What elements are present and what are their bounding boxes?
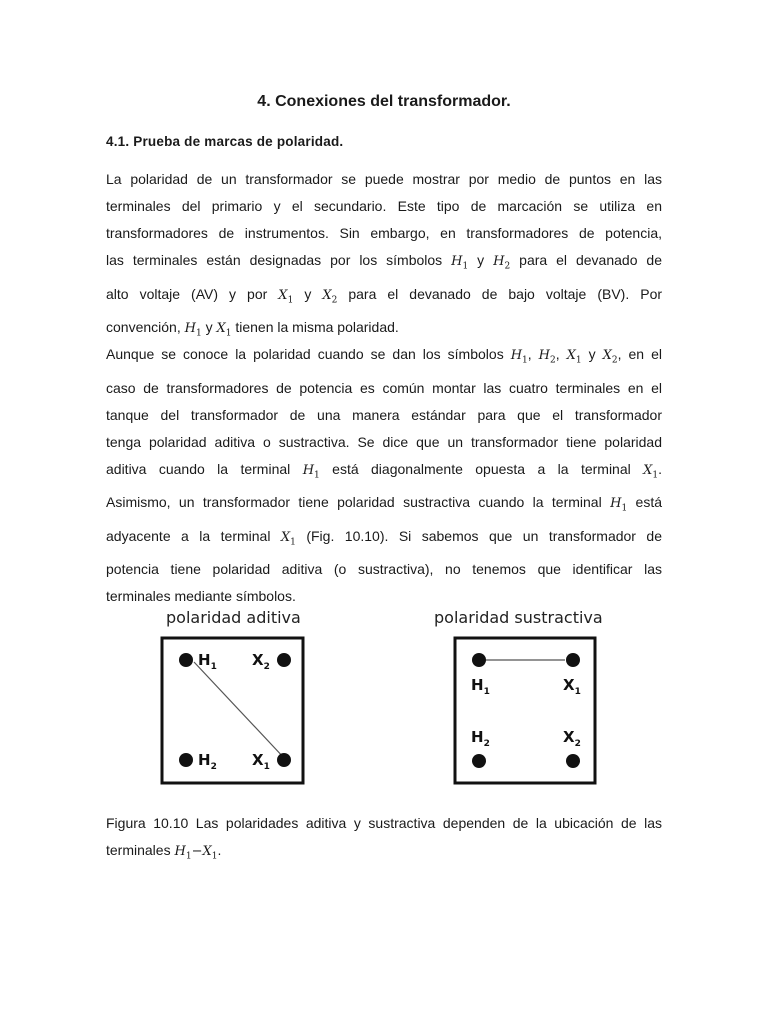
figure-left-label: polaridad aditiva [166,608,301,627]
terminal-h2-label: $H_2$ [198,751,217,772]
p2-line-9: terminales mediante símbolos. [106,588,296,605]
p1-line-6: convención, $H_1$ y $X_1$ tienen la misma polaridad. [106,319,399,339]
p1-line-2: terminales del primario y el secundario. Este tipo de marcación se utiliza en [106,198,662,214]
terminal-h1-label: $H_1$ [198,651,217,672]
caption-line-2: terminales $H_1-X_1$. [106,842,222,862]
diagonal-connection-line [194,662,286,760]
symbol-x2: $X_2$ [322,287,338,306]
p1-line-1: La polaridad de un transformador se puede mostrar por medio de puntos en las [106,171,662,187]
subtractive-polarity-diagram [453,636,598,786]
p2-line-3: tanque del transformador de una manera estándar para que el transformador [106,406,662,423]
terminal-x1-dot [566,653,580,667]
terminal-x1-dot [277,753,291,767]
symbol-h2: $H_2$ [493,254,511,272]
terminal-x1-label: $X_1$ [563,676,581,697]
terminal-x2-dot [566,754,580,768]
p1-line-4: las terminales están designadas por los símbolos $H_1$ y $H_2$ para el devanado de [106,252,662,272]
terminal-h2-dot [472,754,486,768]
p2-line-4: tenga polaridad aditiva o sustractiva. Se dice que un transformador tiene polaridad [106,433,662,450]
additive-polarity-diagram [160,636,306,786]
terminal-x2-label: $X_2$ [563,728,581,749]
p2-line-1: Aunque se conoce la polaridad cuando se dan los símbolos $H_1$, $H_2$, $X_1$ y $X_2$, en el [106,346,662,366]
terminal-x1-label: $X_1$ [252,751,270,772]
p1-line-5: alto voltaje (AV) y por $X_1$ y $X_2$ para el devanado de bajo voltaje (BV). Por [106,285,663,306]
terminal-x2-dot [277,653,291,667]
figure-caption [106,810,662,871]
page-title: 4. Conexiones del transformador. [257,93,511,110]
terminal-x2-label: $X_2$ [252,651,270,672]
terminal-h1-dot [472,653,486,667]
section-title: 4.1. Prueba de marcas de polaridad. [106,134,344,149]
p2-line-5: aditiva cuando la terminal $H_1$ está diagonalmente opuesta a la terminal $X_1$. [106,460,663,481]
terminal-h1-dot [179,653,193,667]
terminal-h1-label: $H_1$ [471,676,490,697]
p2-line-2: caso de transformadores de potencia es común montar las cuatro terminales en el [106,379,662,396]
symbol-x1: $X_1$ [278,287,294,306]
terminal-h2-dot [179,753,193,767]
paragraph-1 [106,166,662,348]
p2-line-8: potencia tiene polaridad aditiva (o sustractiva), no tenemos que identificar las [106,561,662,578]
terminal-h2-label: $H_2$ [471,728,490,749]
p2-line-7: adyacente a la terminal $X_1$ (Fig. 10.10). Si sabemos que un transformador de [106,527,662,548]
symbol-h1: $H_1$ [451,254,469,272]
p1-line-3: transformadores de instrumentos. Sin embargo, en transformadores de potencia, [106,225,662,241]
figure-right-label: polaridad sustractiva [434,608,603,627]
p2-line-6: Asimismo, un transformador tiene polaridad sustractiva cuando la terminal $H_1$ está [106,494,663,514]
caption-line-1: Figura 10.10 Las polaridades aditiva y sustractiva dependen de la ubicación de las [106,815,662,831]
paragraph-2 [106,341,662,610]
